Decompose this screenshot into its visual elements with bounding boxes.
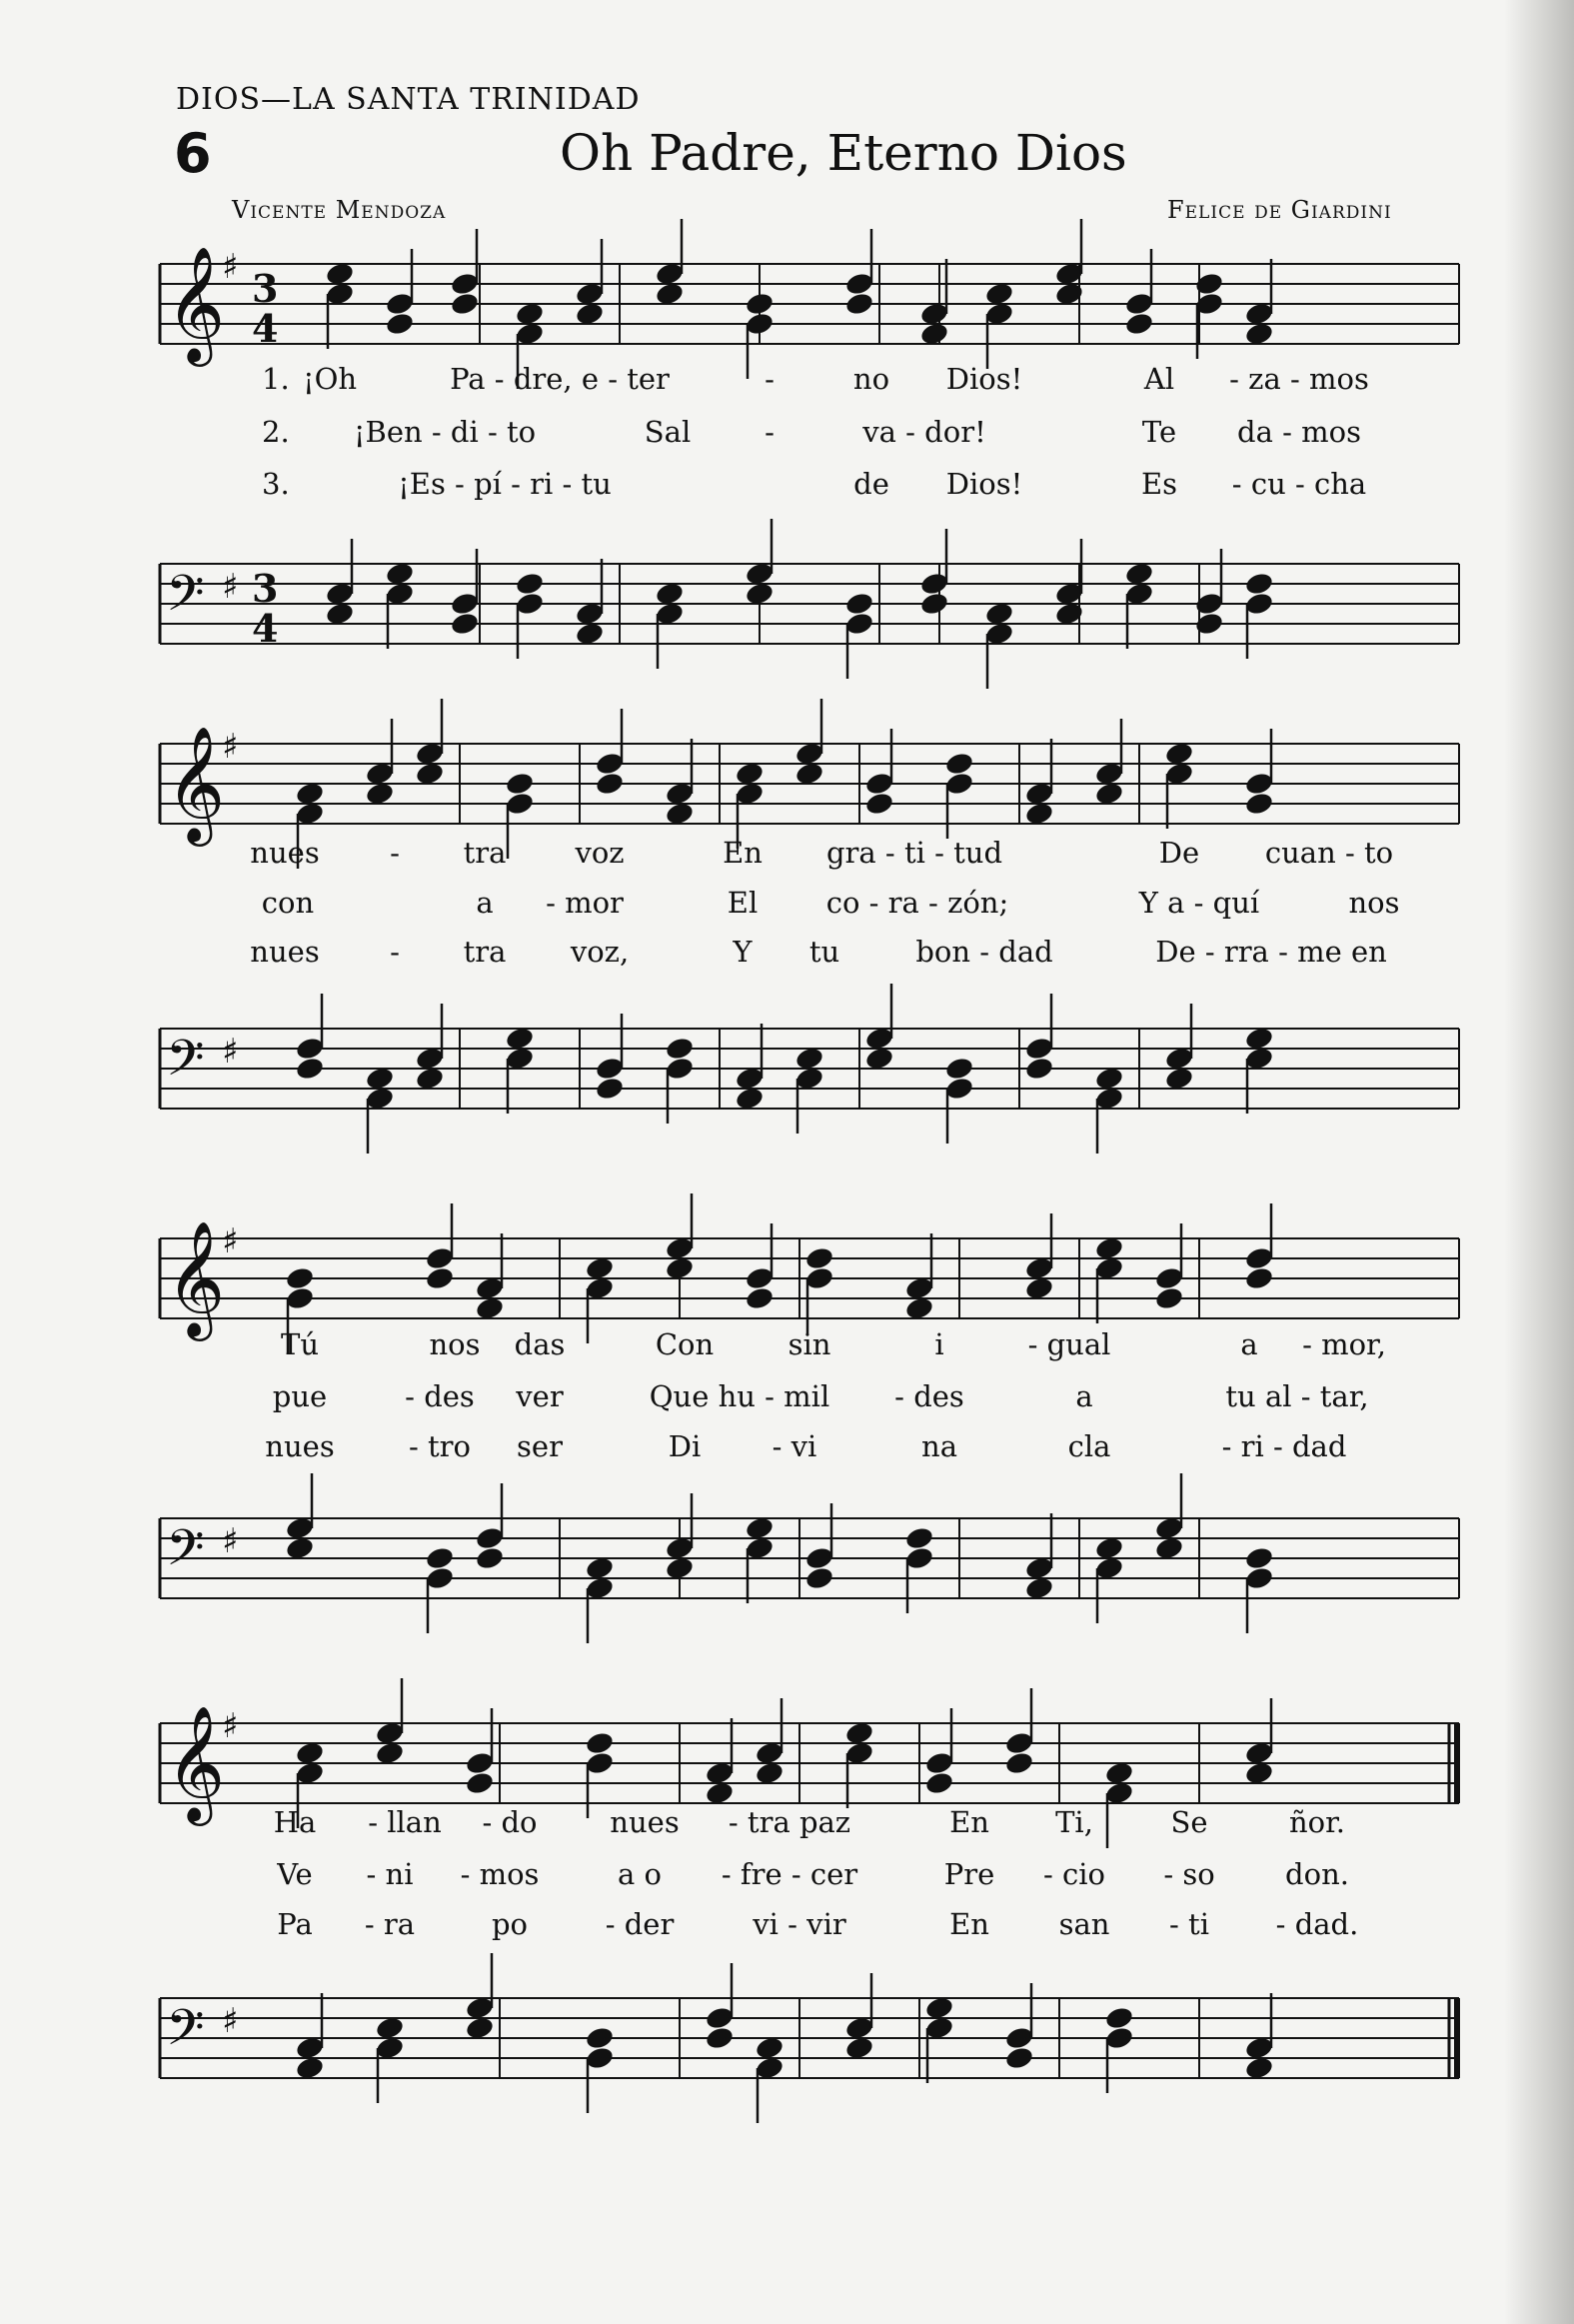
lyric-syllable: Tú [280,1327,320,1361]
lyric-syllable: Se [1170,1805,1208,1839]
lyric-syllable: Dios! [945,467,1023,501]
notehead-chord [1154,1473,1185,1561]
notehead-chord [375,1678,406,1766]
lyric-syllable: nos [1348,886,1400,920]
lyric-line-1-1 [0,362,1574,400]
notehead-chord [1154,1223,1185,1311]
notehead-chord [1124,249,1155,337]
lyric-syllable: Te [1141,415,1177,449]
notehead-chord [665,739,696,827]
svg-text:♯: ♯ [222,247,239,287]
notehead-chord [575,239,606,327]
notehead-chord [705,1963,736,2051]
page-spine-shadow [1504,0,1574,2324]
lyric-syllable: ñor. [1288,1805,1346,1839]
lyric-syllable: na [921,1429,957,1463]
lyric-syllable: - [765,362,775,396]
notehead-chord [1024,1213,1055,1301]
notehead-chord [984,281,1015,369]
lyric-syllable: - cu - cha [1231,467,1367,501]
svg-text:♯: ♯ [222,567,239,607]
svg-text:3: 3 [252,566,279,611]
notehead-chord [1094,1535,1125,1623]
lyric-syllable: 1. [262,362,290,396]
notehead-chord [365,719,396,807]
notehead-chord [804,1245,835,1333]
lyric-syllable: vi - vir [753,1907,846,1941]
lyric-syllable: da - mos [1237,415,1361,449]
notehead-chord [1024,1513,1055,1601]
notehead-chord [655,219,686,307]
lyric-syllable: nues [250,935,320,969]
lyric-syllable: - fre - cer [721,1857,858,1891]
notehead-chord [475,1483,506,1571]
lyric-line-1-3 [0,467,1574,505]
notehead-chord [365,1066,396,1154]
lyric-syllable: san [1058,1907,1110,1941]
notehead-chord [735,1024,766,1112]
notehead-chord [1244,729,1275,817]
lyric-syllable: bon - dad [915,935,1053,969]
svg-text:𝄞: 𝄞 [166,245,226,362]
lyric-syllable: a [476,886,494,920]
lyric-syllable: - so [1163,1857,1215,1891]
notehead-chord [1004,1983,1035,2071]
lyric-syllable: voz, [570,935,630,969]
lyric-syllable: Con [655,1327,715,1361]
notehead-chord [1054,219,1085,307]
notehead-chord [745,1223,776,1311]
lyric-syllable: - ti [1169,1907,1209,1941]
lyric-syllable: ser [517,1429,563,1463]
notehead-chord [1244,571,1275,659]
notehead-chord [475,1233,506,1321]
lyric-line-1-2 [0,415,1574,453]
lyric-syllable: co - ra - zón; [825,886,1009,920]
svg-text:𝄢: 𝄢 [166,1030,205,1100]
lyric-syllable: nues [265,1429,335,1463]
notehead-chord [465,1708,496,1796]
notehead-chord [1004,1688,1035,1776]
notehead-chord [794,699,825,787]
lyric-syllable: Ha [273,1805,317,1839]
lyric-syllable: - mos [460,1857,540,1891]
lyric-syllable: Es [1140,467,1178,501]
lyric-syllable: tu [808,935,840,969]
lyric-syllable: - llan [368,1805,442,1839]
notehead-chord [1164,1004,1195,1092]
lyric-syllable: a [1075,1379,1093,1413]
lyric-syllable: nos [429,1327,481,1361]
lyric-syllable: De - rra - me en [1155,935,1387,969]
lyric-syllable: 2. [262,415,290,449]
notehead-chord [705,1718,736,1806]
notehead-chord [944,751,975,839]
notehead-chord [295,1993,326,2081]
notehead-chord [844,1720,875,1808]
lyric-syllable: Pre [943,1857,995,1891]
notehead-chord [385,561,416,649]
notehead-chord [919,529,950,617]
notehead-chord [919,259,950,347]
lyric-line-4-2 [0,1857,1574,1895]
composer-credit: Felice de Giardini [1167,196,1392,224]
notehead-chord [1104,2005,1135,2093]
lyric-line-2-2 [0,886,1574,924]
lyric-syllable: - gual [1027,1327,1111,1361]
notehead-chord [465,1953,496,2041]
lyric-syllable: - mor, [1302,1327,1386,1361]
notehead-chord [1024,739,1055,827]
lyric-syllable: nues [610,1805,680,1839]
notehead-chord [904,1525,935,1613]
lyric-syllable: Al [1143,362,1175,396]
notehead-chord [595,709,626,797]
notehead-chord [944,1056,975,1144]
lyric-syllable: de [853,467,889,501]
svg-text:♯: ♯ [222,1032,239,1072]
notehead-chord [1244,1026,1275,1114]
notehead-chord [585,1555,616,1643]
notehead-chord [325,539,356,627]
hymn-number: 6 [174,122,212,185]
notehead-chord [425,1545,456,1633]
notehead-chord [450,549,481,637]
lyric-syllable: En [949,1907,989,1941]
svg-text:4: 4 [252,306,279,351]
lyric-syllable: Sal [644,415,692,449]
section-heading: DIOS—LA SANTA TRINIDAD [176,82,641,117]
notehead-chord [655,581,686,669]
notehead-chord [745,519,776,607]
svg-text:4: 4 [252,606,279,651]
lyric-syllable: Que hu - mil [649,1379,830,1413]
lyric-syllable: Ti, [1055,1805,1093,1839]
notehead-chord [1094,719,1125,807]
lyric-syllable: das [514,1327,566,1361]
lyric-line-4-1 [0,1805,1574,1843]
notehead-chord [385,249,416,337]
notehead-chord [450,229,481,317]
lyric-syllable: con [261,886,315,920]
lyric-syllable: En [949,1805,989,1839]
notehead-chord [665,1036,696,1124]
svg-text:3: 3 [252,266,279,311]
lyric-syllable: Pa - dre, e - ter [450,362,670,396]
lyric-syllable: ¡Oh [302,362,358,396]
lyric-line-2-3 [0,935,1574,973]
lyric-syllable: ¡Ben - di - to [353,415,537,449]
notehead-chord [1244,1545,1275,1633]
lyric-syllable: sin [787,1327,831,1361]
notehead-chord [595,1014,626,1102]
lyric-syllable: i [934,1327,944,1361]
notehead-chord [505,1026,536,1114]
lyric-syllable: cla [1067,1429,1111,1463]
author-credit: Vicente Mendoza [232,196,447,224]
lyric-syllable: - do [482,1805,538,1839]
svg-text:♯: ♯ [222,1706,239,1746]
svg-text:𝄞: 𝄞 [166,1219,226,1336]
bass-staff-4 [160,1974,1459,2084]
lyric-line-3-2 [0,1379,1574,1417]
notehead-chord [755,1698,786,1786]
treble-staff-3 [160,1214,1459,1336]
bass-staff-3 [160,1494,1459,1604]
lyric-syllable: - mor [546,886,624,920]
svg-text:♯: ♯ [222,2001,239,2041]
lyric-syllable: - za - mos [1229,362,1369,396]
notehead-chord [1124,561,1155,649]
svg-text:♯: ♯ [222,1221,239,1261]
hymn-title: Oh Padre, Eterno Dios [560,124,1127,182]
svg-text:𝄞: 𝄞 [166,1704,226,1821]
notehead-chord [794,1046,825,1134]
notehead-chord [1244,1698,1275,1786]
lyric-syllable: gra - ti - tud [825,836,1003,870]
lyric-syllable: tra [463,935,507,969]
notehead-chord [285,1473,316,1561]
lyric-syllable: Di [668,1429,702,1463]
svg-text:𝄞: 𝄞 [166,725,226,842]
lyric-syllable: El [727,886,759,920]
notehead-chord [1244,1993,1275,2081]
lyric-syllable: tu al - tar, [1225,1379,1369,1413]
svg-text:♯: ♯ [222,1521,239,1561]
svg-text:𝄢: 𝄢 [166,1999,205,2069]
lyric-syllable: - der [605,1907,675,1941]
lyric-line-4-3 [0,1907,1574,1945]
lyric-syllable: - ni [366,1857,414,1891]
lyric-syllable: a o [618,1857,662,1891]
lyric-syllable: tra [463,836,507,870]
lyric-syllable: va - dor! [862,415,986,449]
svg-text:𝄢: 𝄢 [166,1519,205,1589]
notehead-chord [844,1973,875,2061]
lyric-syllable: - vi [772,1429,817,1463]
lyric-syllable: - tro [409,1429,471,1463]
bass-staff-1 [160,540,1459,650]
notehead-chord [1094,1235,1125,1323]
lyric-syllable: Ve [277,1857,313,1891]
lyric-syllable: don. [1285,1857,1349,1891]
notehead-chord [1244,1203,1275,1291]
lyric-syllable: ¡Es - pí - ri - tu [398,467,612,501]
notehead-chord [864,984,895,1072]
notehead-chord [844,591,875,679]
notehead-chord [375,2015,406,2103]
notehead-chord [425,1203,456,1291]
lyric-syllable: ver [516,1379,564,1413]
lyric-syllable: pue [272,1379,328,1413]
lyric-syllable: - ra [364,1907,416,1941]
notehead-chord [864,729,895,817]
lyric-syllable: - ri - dad [1221,1429,1347,1463]
lyric-syllable: - [765,415,775,449]
lyric-syllable: voz [575,836,625,870]
lyric-syllable: - [390,935,400,969]
notehead-chord [325,261,356,349]
notehead-chord [924,1708,955,1796]
lyric-syllable: - des [894,1379,964,1413]
lyric-syllable: po [491,1907,529,1941]
lyric-syllable: - cio [1043,1857,1105,1891]
notehead-chord [1024,994,1055,1082]
notehead-chord [665,1193,696,1281]
lyric-syllable: cuan - to [1264,836,1394,870]
notehead-chord [904,1233,935,1321]
notehead-chord [1244,259,1275,347]
notehead-chord [415,699,446,787]
svg-text:♯: ♯ [222,727,239,767]
notehead-chord [804,1503,835,1591]
notehead-chord [844,229,875,317]
notehead-chord [585,2025,616,2113]
notehead-chord [924,1995,955,2083]
notehead-chord [755,2035,786,2123]
svg-text:𝄢: 𝄢 [166,565,205,635]
lyric-syllable: Dios! [945,362,1023,396]
lyric-syllable: 3. [262,467,290,501]
lyric-syllable: - dad. [1275,1907,1359,1941]
notehead-chord [575,559,606,647]
lyric-syllable: Y a - quí [1138,886,1260,920]
lyric-syllable: nues [250,836,320,870]
treble-staff-2 [160,720,1459,842]
notehead-chord [745,1515,776,1603]
lyric-syllable: En [723,836,763,870]
lyric-syllable: De [1158,836,1200,870]
notehead-chord [295,994,326,1082]
treble-staff-4 [160,1699,1459,1821]
lyric-syllable: Y [733,935,753,969]
lyric-syllable: - tra paz [728,1805,851,1839]
notehead-chord [515,571,546,659]
lyric-syllable: a [1240,1327,1258,1361]
lyric-line-3-3 [0,1429,1574,1467]
notehead-chord [984,601,1015,689]
treble-staff-1 [160,240,1459,362]
lyric-syllable: Pa [277,1907,313,1941]
notehead-chord [1164,741,1195,829]
bass-staff-2 [160,1005,1459,1115]
notehead-chord [1094,1066,1125,1154]
lyric-syllable: - [390,836,400,870]
lyric-syllable: no [852,362,890,396]
notehead-chord [415,1004,446,1092]
lyric-syllable: - des [405,1379,475,1413]
lyric-line-2-1 [0,836,1574,874]
lyric-line-3-1 [0,1327,1574,1365]
